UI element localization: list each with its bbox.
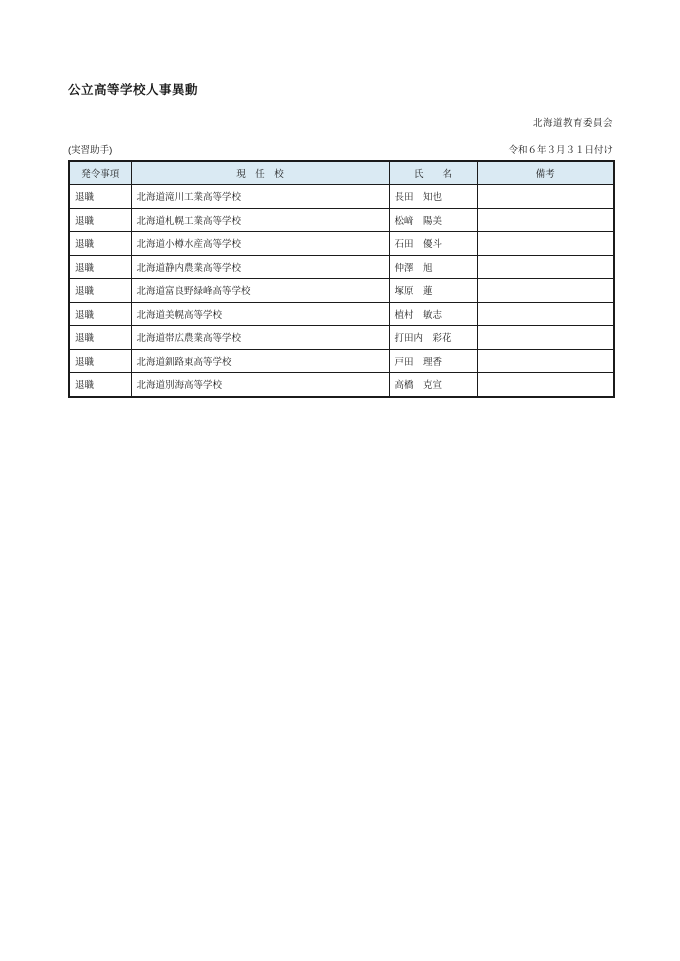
cell-name: 高橋 克宣 xyxy=(389,373,477,397)
effective-date-label: 令和６年３月３１日付け xyxy=(508,145,613,156)
table-row xyxy=(69,208,614,232)
table-body xyxy=(69,185,614,397)
cell-remarks xyxy=(477,208,614,232)
cell-name: 打田内 彩花 xyxy=(389,326,477,350)
table-row xyxy=(69,279,614,303)
cell-remarks xyxy=(477,373,614,397)
cell-action: 退職 xyxy=(69,349,131,373)
header-current-school: 現 任 校 xyxy=(131,161,389,185)
cell-remarks xyxy=(477,349,614,373)
cell-action: 退職 xyxy=(69,302,131,326)
organization-name: 北海道教育委員会 xyxy=(532,118,613,129)
table-row xyxy=(69,373,614,397)
cell-school: 北海道静内農業高等学校 xyxy=(131,255,389,279)
cell-school: 北海道小樽水産高等学校 xyxy=(131,232,389,256)
cell-school: 北海道釧路東高等学校 xyxy=(131,349,389,373)
cell-school: 北海道帯広農業高等学校 xyxy=(131,326,389,350)
cell-remarks xyxy=(477,279,614,303)
cell-action: 退職 xyxy=(69,208,131,232)
cell-school: 北海道別海高等学校 xyxy=(131,373,389,397)
cell-remarks xyxy=(477,302,614,326)
cell-name: 長田 知也 xyxy=(389,185,477,209)
cell-remarks xyxy=(477,232,614,256)
cell-action: 退職 xyxy=(69,255,131,279)
cell-action: 退職 xyxy=(69,373,131,397)
cell-action: 退職 xyxy=(69,326,131,350)
table-row xyxy=(69,326,614,350)
cell-name: 仲澤 旭 xyxy=(389,255,477,279)
table-row xyxy=(69,349,614,373)
table-row xyxy=(69,232,614,256)
table-row xyxy=(69,255,614,279)
cell-name: 松﨑 陽美 xyxy=(389,208,477,232)
table-row xyxy=(69,185,614,209)
cell-remarks xyxy=(477,326,614,350)
meta-row xyxy=(68,142,613,156)
cell-school: 北海道富良野緑峰高等学校 xyxy=(131,279,389,303)
cell-remarks xyxy=(477,255,614,279)
cell-action: 退職 xyxy=(69,185,131,209)
cell-school: 北海道札幌工業高等学校 xyxy=(131,208,389,232)
table-header-row xyxy=(69,161,614,185)
table-row xyxy=(69,302,614,326)
page-title: 公立高等学校人事異動 xyxy=(68,83,199,97)
cell-name: 石田 優斗 xyxy=(389,232,477,256)
cell-name: 戸田 理香 xyxy=(389,349,477,373)
personnel-table xyxy=(68,160,615,398)
cell-name: 植村 敏志 xyxy=(389,302,477,326)
document-page xyxy=(68,0,613,398)
category-label: (実習助手) xyxy=(68,145,113,156)
header-action: 発令事項 xyxy=(69,161,131,185)
cell-action: 退職 xyxy=(69,279,131,303)
cell-action: 退職 xyxy=(69,232,131,256)
cell-school: 北海道滝川工業高等学校 xyxy=(131,185,389,209)
cell-school: 北海道美幌高等学校 xyxy=(131,302,389,326)
header-remarks: 備考 xyxy=(477,161,614,185)
cell-name: 塚原 蓮 xyxy=(389,279,477,303)
cell-remarks xyxy=(477,185,614,209)
header-name: 氏 名 xyxy=(389,161,477,185)
